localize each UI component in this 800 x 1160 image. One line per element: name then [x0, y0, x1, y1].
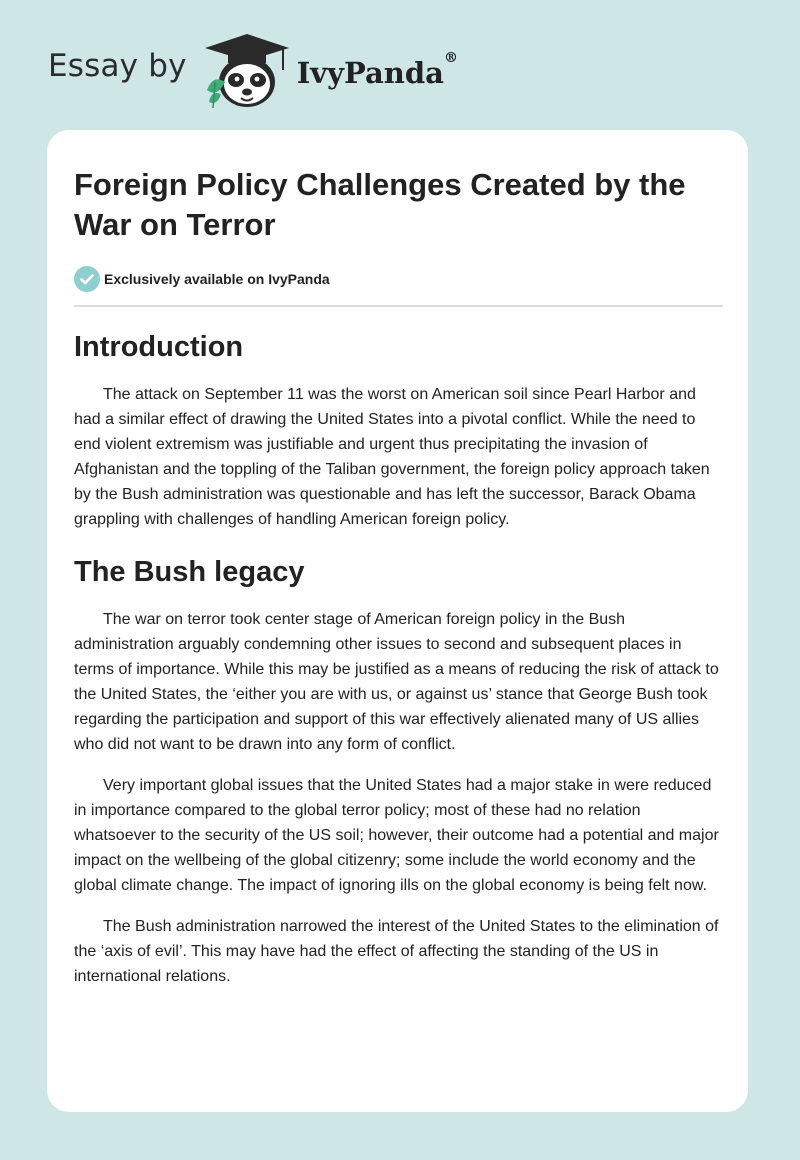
- check-circle-icon: [74, 266, 100, 292]
- essay-card: [47, 130, 748, 1112]
- exclusive-badge: [74, 265, 722, 293]
- section-heading-introduction: Introduction: [74, 331, 244, 363]
- brand-name[interactable]: [296, 50, 458, 90]
- exclusive-badge-text: Exclusively available on IvyPanda: [104, 271, 330, 287]
- page-title: Foreign Policy Challenges Created by the War on Terror: [74, 167, 686, 242]
- section-heading-bush-legacy: The Bush legacy: [74, 556, 305, 588]
- bush-paragraph-3: The Bush administration narrowed the interest of the United States to the elimination of the ‘axis of evil’. This may have had the effect of affecting the standing of the US in international relations.: [74, 918, 719, 985]
- bush-paragraph-2: Very important global issues that the United States had a major stake in were reduced in importance compared to the global terror policy; most of these had no relation whatsoever to the security of the US soil; however, their outcome had a potential and major impact on the wellbeing of the global citizenry; some include the world economy and the global climate change. The impact of ignoring ills on the global economy is being felt now.: [74, 777, 719, 894]
- brand-name-text: IvyPanda: [296, 56, 444, 90]
- site-header: [48, 30, 458, 110]
- bush-paragraph-1: The war on terror took center stage of American foreign policy in the Bush administration arguably condemning other issues to second and subsequent places in terms of importance. While this may be justified as a means of reducing the risk of attack to the United States, the ‘either you are with us, or against us’ stance that George Bush took regarding the participation and support of this war effectively alienated many of US allies who did not want to be drawn into any form of conflict.: [74, 611, 719, 753]
- title-divider: [74, 305, 723, 307]
- essay-by-label: Essay by: [48, 48, 187, 84]
- intro-paragraph: The attack on September 11 was the worst on American soil since Pearl Harbor and had a similar effect of drawing the United States into a pivotal conflict. While the need to end violent extremism was justifiable and urgent thus precipitating the invasion of Afghanistan and the toppling of the Taliban government, the foreign policy approach taken by the Bush administration was questionable and has left the successor, Barack Obama grappling with challenges of handling American foreign policy.: [74, 386, 710, 528]
- panda-graduate-icon[interactable]: [201, 30, 293, 110]
- registered-mark: ®: [443, 50, 458, 66]
